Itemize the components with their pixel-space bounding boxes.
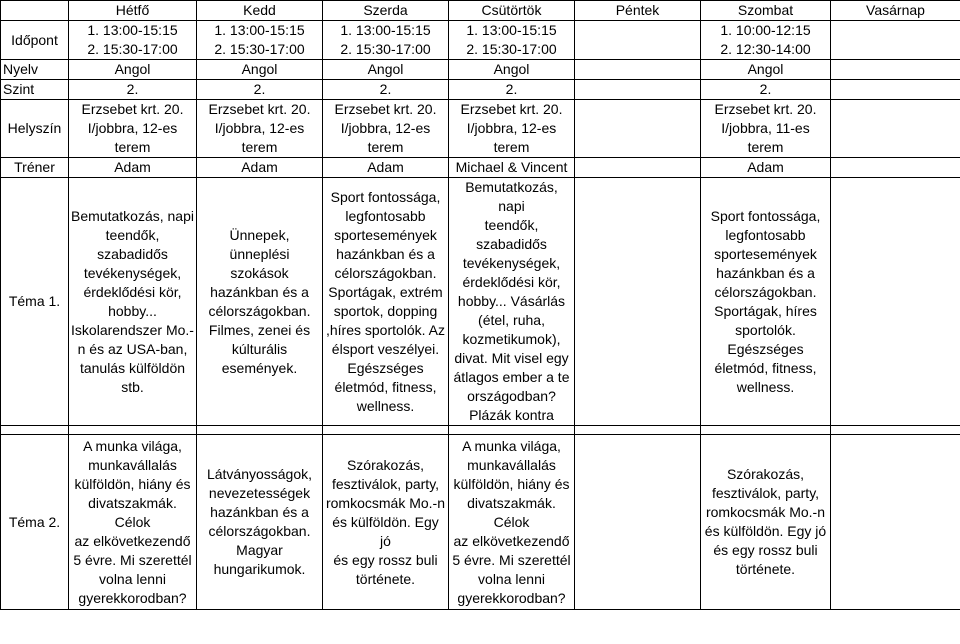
topic-cell (831, 435, 960, 610)
location-cell (831, 100, 960, 158)
level-cell (575, 80, 701, 100)
time-cell: 1. 13:00-15:15 2. 15:30-17:00 (197, 21, 323, 60)
row-label: Téma 2. (1, 435, 69, 610)
spacer-row (1, 426, 960, 435)
row-helyszin (1, 100, 960, 158)
spacer-cell (69, 426, 197, 435)
row-tema1 (1, 178, 960, 426)
level-cell: 2. (701, 80, 831, 100)
row-label: Időpont (1, 21, 69, 60)
location-cell: Erzsebet krt. 20. I/jobbra, 12-es terem (69, 100, 197, 158)
spacer-cell (831, 426, 960, 435)
trainer-cell: Adam (197, 158, 323, 178)
topic-cell (831, 178, 960, 426)
day-header: Kedd (197, 1, 323, 21)
topic-cell: Bemutatkozás, napi teendők, szabadidős tevékenységek, érdeklődési kör, hobby... Iskolarendszer Mo.- n és az USA-ban, tanulás külföldön stb. (69, 178, 197, 426)
trainer-cell (831, 158, 960, 178)
language-cell (831, 60, 960, 80)
day-header: Péntek (575, 1, 701, 21)
spacer-cell (449, 426, 575, 435)
time-cell (575, 21, 701, 60)
topic-cell: Látványosságok, nevezetességek hazánkban és a célországokban. Magyar hungarikumok. (197, 435, 323, 610)
language-cell: Angol (323, 60, 449, 80)
time-cell: 1. 13:00-15:15 2. 15:30-17:00 (323, 21, 449, 60)
row-label: Tréner (1, 158, 69, 178)
row-szint (1, 80, 960, 100)
row-trener (1, 158, 960, 178)
time-cell: 1. 10:00-12:15 2. 12:30-14:00 (701, 21, 831, 60)
day-header: Szombat (701, 1, 831, 21)
level-cell (831, 80, 960, 100)
language-cell: Angol (69, 60, 197, 80)
row-label: Helyszín (1, 100, 69, 158)
row-tema2 (1, 435, 960, 610)
language-cell: Angol (197, 60, 323, 80)
location-cell: Erzsebet krt. 20. I/jobbra, 12-es terem (323, 100, 449, 158)
topic-cell: Bemutatkozás, napi teendők, szabadidős tevékenységek, érdeklődési kör, hobby... Vásárlás (étel, ruha, kozmetikumok), divat. Mit visel egy átlagos ember a te országodban? Plázák kontra (449, 178, 575, 426)
trainer-cell: Adam (323, 158, 449, 178)
location-cell: Erzsebet krt. 20. I/jobbra, 12-es terem (449, 100, 575, 158)
time-cell (831, 21, 960, 60)
level-cell: 2. (197, 80, 323, 100)
row-label: Szint (1, 80, 69, 100)
topic-cell: Sport fontossága, legfontosabb sportesemények hazánkban és a célországokban. Sportágak, híres sportolók. Egészséges életmód, fitness, wellness. (701, 178, 831, 426)
spacer-cell (1, 426, 69, 435)
topic-cell: Sport fontossága, legfontosabb sportesemények hazánkban és a célországokban. Sportágak, extrém sportok, dopping ,híres sportolók. Az élsport veszélyei. Egészséges életmód, fitness, wellness. (323, 178, 449, 426)
spacer-cell (323, 426, 449, 435)
location-cell (575, 100, 701, 158)
location-cell: Erzsebet krt. 20. I/jobbra, 12-es terem (197, 100, 323, 158)
day-header: Vasárnap (831, 1, 960, 21)
time-cell: 1. 13:00-15:15 2. 15:30-17:00 (449, 21, 575, 60)
spacer-cell (197, 426, 323, 435)
topic-cell (575, 178, 701, 426)
trainer-cell: Adam (69, 158, 197, 178)
level-cell: 2. (449, 80, 575, 100)
trainer-cell: Adam (701, 158, 831, 178)
level-cell: 2. (323, 80, 449, 100)
spacer-cell (701, 426, 831, 435)
row-label: Téma 1. (1, 178, 69, 426)
topic-cell: Ünnepek, ünneplési szokások hazánkban és a célországokban. Filmes, zenei és kúlturális események. (197, 178, 323, 426)
row-idopont (1, 21, 960, 60)
row-label: Nyelv (1, 60, 69, 80)
day-header: Szerda (323, 1, 449, 21)
row-nyelv (1, 60, 960, 80)
topic-cell: A munka világa, munkavállalás külföldön, hiány és divatszakmák. Célok az elkövetkezendő 5 évre. Mi szerettél volna lenni gyerekkorodban? (449, 435, 575, 610)
trainer-cell: Michael & Vincent (449, 158, 575, 178)
day-header: Csütörtök (449, 1, 575, 21)
header-row (1, 1, 960, 21)
topic-cell (575, 435, 701, 610)
topic-cell: A munka világa, munkavállalás külföldön, hiány és divatszakmák. Célok az elkövetkezendő 5 évre. Mi szerettél volna lenni gyerekkorodban? (69, 435, 197, 610)
language-cell: Angol (449, 60, 575, 80)
trainer-cell (575, 158, 701, 178)
level-cell: 2. (69, 80, 197, 100)
location-cell: Erzsebet krt. 20. I/jobbra, 11-es terem (701, 100, 831, 158)
topic-cell: Szórakozás, fesztiválok, party, romkocsmák Mo.-n és külföldön. Egy jó és egy rossz buli története. (701, 435, 831, 610)
spacer-cell (575, 426, 701, 435)
time-cell: 1. 13:00-15:15 2. 15:30-17:00 (69, 21, 197, 60)
language-cell: Angol (701, 60, 831, 80)
day-header: Hétfő (69, 1, 197, 21)
corner-cell (1, 1, 69, 21)
topic-cell: Szórakozás, fesztiválok, party, romkocsmák Mo.-n és külföldön. Egy jó és egy rossz buli története. (323, 435, 449, 610)
language-cell (575, 60, 701, 80)
